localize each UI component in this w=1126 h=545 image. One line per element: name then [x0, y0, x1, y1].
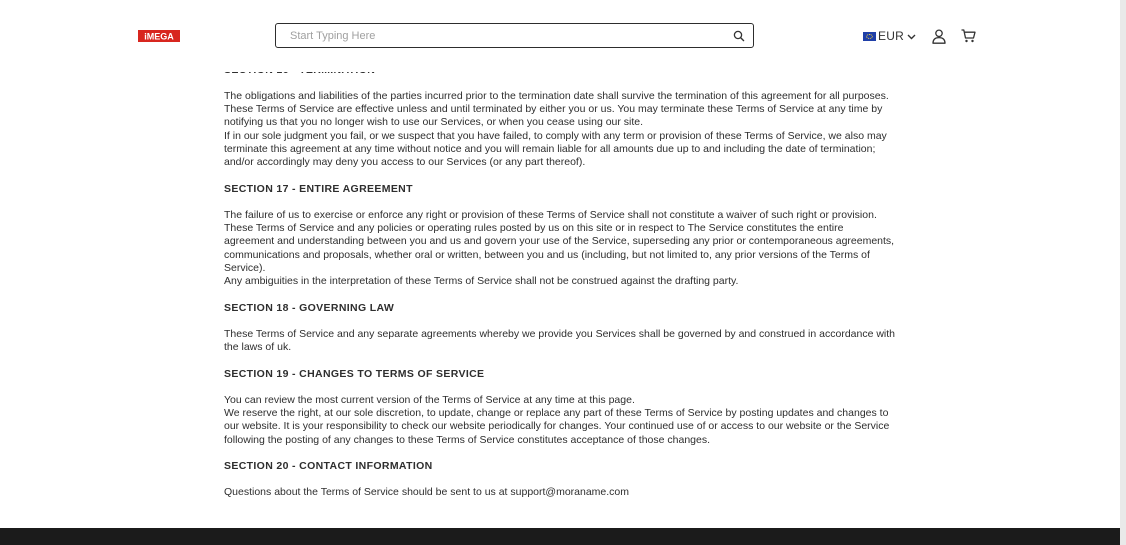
currency-selector[interactable] [863, 29, 916, 43]
user-icon[interactable] [932, 29, 946, 44]
site-footer [0, 528, 1120, 545]
section-16-paragraph-1: The obligations and liabilities of the parties incurred prior to the termination date shall survive the termination of this agreement for all purposes. These Terms of Service are effective unless and until terminated by either you or us. You may terminate these Terms of Service at any time by notifying us that you no longer wish to use our Services, or when you cease using our site. [224, 90, 889, 129]
search-input[interactable] [290, 27, 710, 44]
search-bar [275, 23, 754, 48]
section-18-paragraph-1: These Terms of Service and any separate agreements whereby we provide you Services shall be governed by and construed in accordance with the laws of uk. [224, 328, 896, 354]
section-19-heading: SECTION 19 - CHANGES TO TERMS OF SERVICE [224, 368, 485, 380]
section-20-paragraph-1: Questions about the Terms of Service should be sent to us at support@moraname.com [224, 486, 630, 498]
section-19-body [224, 394, 896, 447]
search-icon[interactable] [733, 30, 745, 42]
section-19-paragraph-1: You can review the most current version of the Terms of Service at any time at this page. [224, 394, 635, 406]
section-18-body [224, 328, 896, 354]
section-20-body [224, 486, 896, 499]
section-18-heading: SECTION 18 - GOVERNING LAW [224, 302, 395, 314]
logo[interactable] [138, 28, 180, 44]
section-20-heading: SECTION 20 - CONTACT INFORMATION [224, 460, 433, 472]
section-19-paragraph-2: We reserve the right, at our sole discretion, to update, change or replace any part of these Terms of Service by posting updates and changes to our website. It is your responsibility to check our website periodically for changes. Your continued use of or access to our website or the Service following the posting of any changes to these Terms of Service constitutes acceptance of those changes. [224, 407, 890, 446]
site-header [0, 0, 1120, 72]
chevron-down-icon [907, 34, 916, 40]
logo-text: iMEGA [144, 31, 174, 42]
section-17-paragraph-2: Any ambiguities in the interpretation of these Terms of Service shall not be construed against the drafting party. [224, 275, 739, 288]
scrollbar-track[interactable] [1120, 0, 1126, 545]
currency-label: EUR [878, 29, 904, 43]
section-17-body [224, 209, 896, 288]
section-16-body [224, 90, 896, 169]
cart-icon[interactable] [961, 29, 976, 43]
section-17-heading: SECTION 17 - ENTIRE AGREEMENT [224, 183, 413, 195]
section-17-paragraph-1: The failure of us to exercise or enforce any right or provision of these Terms of Service shall not constitute a waiver of such right or provision. These Terms of Service and any policies or operating rules posted by us on this site or in respect to The Service constitutes the entire agreement and understanding between you and us and govern your use of the Service, superseding any prior or contemporaneous agreements, communications and proposals, whether oral or written, between you and us (including, but not limited to, any prior versions of the Terms of Service). [224, 209, 895, 274]
flag-eu-icon [863, 32, 876, 41]
section-16-paragraph-2: If in our sole judgment you fail, or we suspect that you have failed, to comply with any term or provision of these Terms of Service, we also may terminate this agreement at any time without notice and you will remain liable for all amounts due up to and including the date of termination; and/or accordingly may deny you access to our Services (or any part thereof). [224, 129, 887, 169]
